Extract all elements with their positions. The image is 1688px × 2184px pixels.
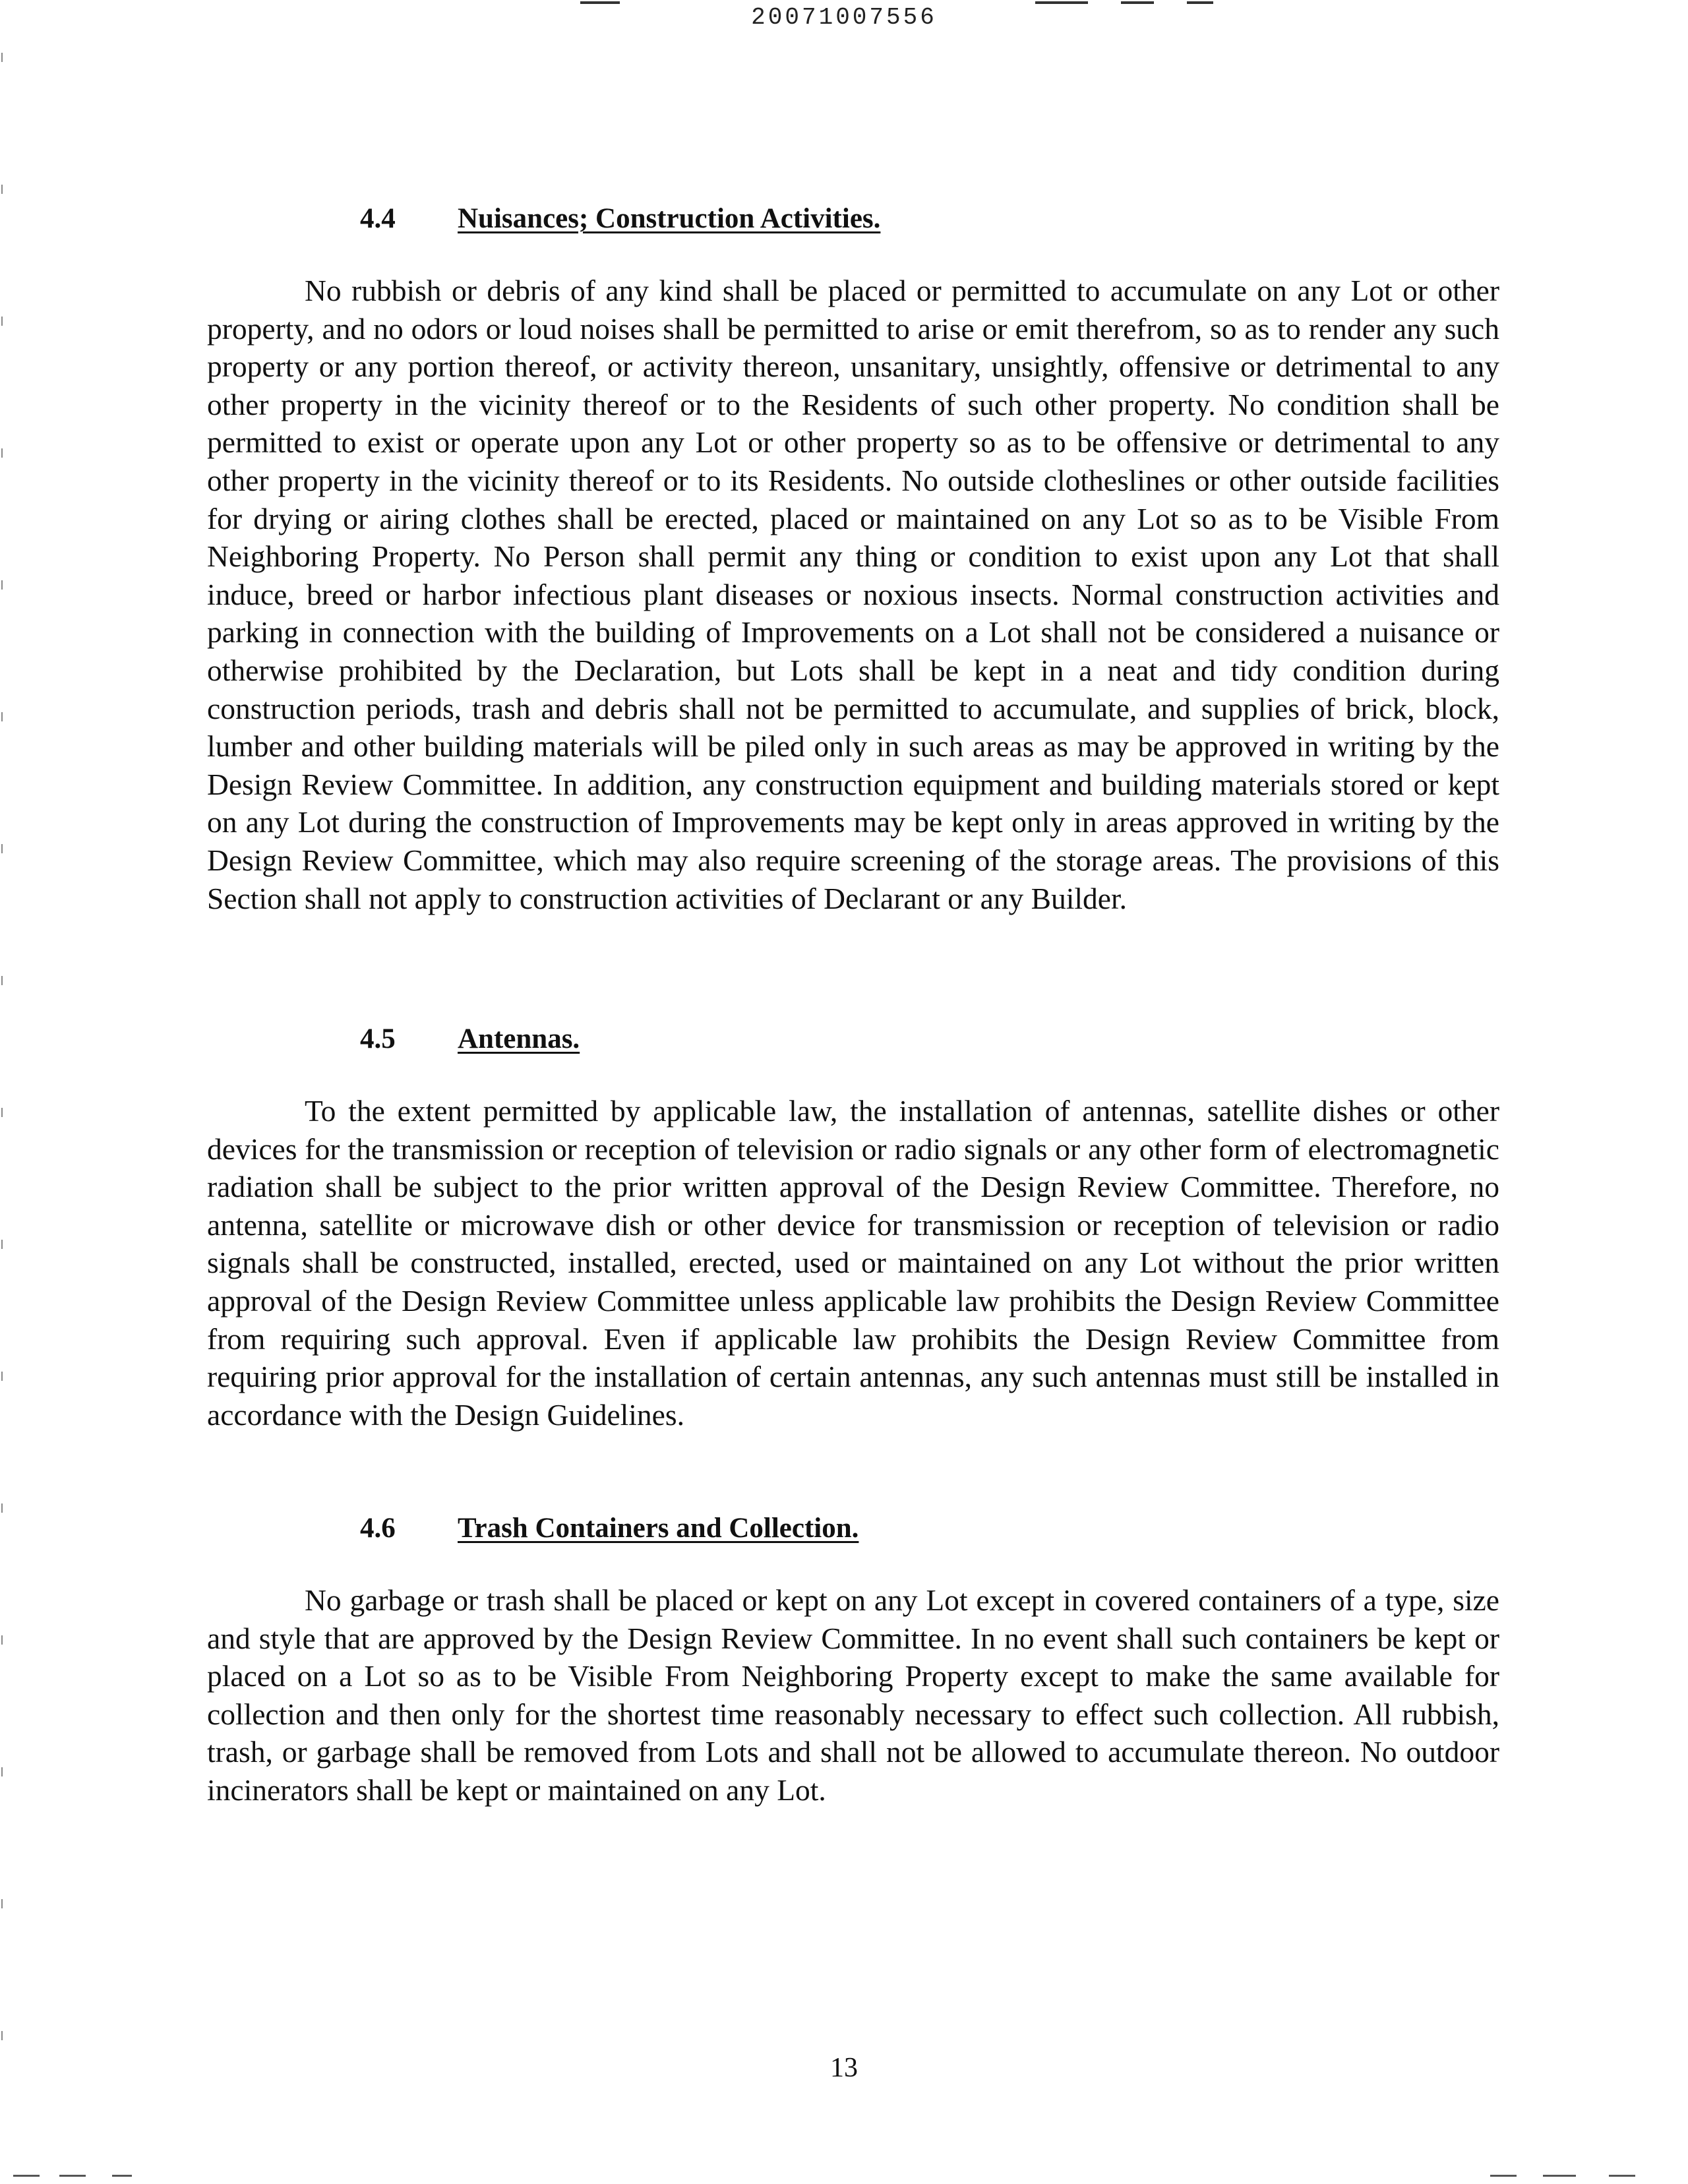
edge-tick: [1, 844, 3, 853]
edge-tick: [1, 1503, 3, 1513]
section-body: No garbage or trash shall be placed or kept on any Lot except in covered containers of a type, size and style that are approved by the Design Review Committee. In no event shall such containers be kept or placed on a Lot so as to be Visible From Neighboring Property except to make the same available for collection and then only for the shortest time reasonably necessary to effect such collection. All rubbish, trash, or garbage shall be removed from Lots and shall not be allowed to accumulate thereon. No outdoor incinerators shall be kept or maintained on any Lot.: [207, 1583, 1499, 1807]
section-title: Antennas.: [458, 1023, 580, 1054]
edge-tick: [1, 976, 3, 985]
scan-mark: [1490, 2175, 1517, 2177]
section-body: No rubbish or debris of any kind shall be placed or permitted to accumulate on any Lot or other property, and no odors or loud noises shall be permitted to arise or emit therefrom, so as to render any such property or any portion thereof, or activity thereon, unsanitary, unsightly, offensive or detrimental to any other property in the vicinity thereof or to the Residents of such other property. No condition shall be permitted to exist or operate upon any Lot or other property so as to be offensive or detrimental to any other property in the vicinity thereof or to its Residents. No outside clotheslines or other outside facilities for drying or airing clothes shall be erected, placed or maintained on any Lot so as to be Visible From Neighboring Property. No Person shall permit any thing or condition to exist upon any Lot that shall induce, breed or harbor infectious plant diseases or noxious insects. Normal construction activities and parking in connection with the building of Improvements on a Lot shall not be considered a nuisance or otherwise prohibited by the Declaration, but Lots shall be kept in a neat and tidy condition during construction periods, trash and debris shall not be permitted to accumulate, and supplies of brick, block, lumber and other building materials will be piled only in such areas as may be approved in writing by the Design Review Committee. In addition, any construction equipment and building materials stored or kept on any Lot during the construction of Improvements may be kept only in areas approved in writing by the Design Review Committee, which may also require screening of the storage areas. The provisions of this Section shall not apply to construction activities of Declarant or any Builder.: [207, 274, 1499, 915]
section-title: Trash Containers and Collection.: [458, 1513, 859, 1544]
edge-tick: [1, 1635, 3, 1645]
scan-mark: [1609, 2175, 1635, 2177]
section-number: 4.5: [360, 1023, 396, 1054]
edge-tick: [1, 1240, 3, 1249]
section-number: 4.6: [360, 1513, 396, 1544]
edge-tick: [1, 53, 3, 62]
edge-tick: [1, 1108, 3, 1117]
edge-tick: [1, 1767, 3, 1776]
edge-tick: [1, 448, 3, 458]
scan-mark: [59, 2175, 86, 2177]
section-4-6: [207, 1510, 1499, 1809]
edge-tick: [1, 580, 3, 590]
edge-tick: [1, 712, 3, 721]
section-4-5: [207, 1021, 1499, 1434]
section-body: To the extent permitted by applicable law, the installation of antennas, satellite dishes or other devices for the transmission or reception of television or radio signals or any other form of electromagnetic radiation shall be subject to the prior written approval of the Design Review Committee. Therefore, no antenna, satellite or microwave dish or other device for transmission or reception of television or radio signals shall be constructed, installed, erected, used or maintained on any Lot without the prior written approval of the Design Review Committee unless applicable law prohibits the Design Review Committee from requiring such approval. Even if applicable law prohibits the Design Review Committee from requiring prior approval for the installation of certain antennas, any such antennas must still be installed in accordance with the Design Guidelines.: [207, 1094, 1499, 1432]
section-number: 4.4: [360, 203, 396, 234]
document-id: 20071007556: [751, 4, 937, 31]
section-heading: [207, 1510, 1499, 1547]
scan-mark: [112, 2175, 132, 2177]
page-number: 13: [830, 2053, 858, 2083]
scan-mark: [1543, 2175, 1576, 2177]
section-heading: [207, 1021, 1499, 1058]
edge-tick: [1, 317, 3, 326]
edge-tick: [1, 185, 3, 194]
scan-mark: [13, 2175, 40, 2177]
section-4-4: [207, 200, 1499, 917]
edge-tick: [1, 1372, 3, 1381]
edge-tick: [1, 2031, 3, 2040]
edge-tick: [1, 1899, 3, 1908]
section-title: Nuisances; Construction Activities.: [458, 203, 881, 234]
section-heading: [207, 200, 1499, 237]
